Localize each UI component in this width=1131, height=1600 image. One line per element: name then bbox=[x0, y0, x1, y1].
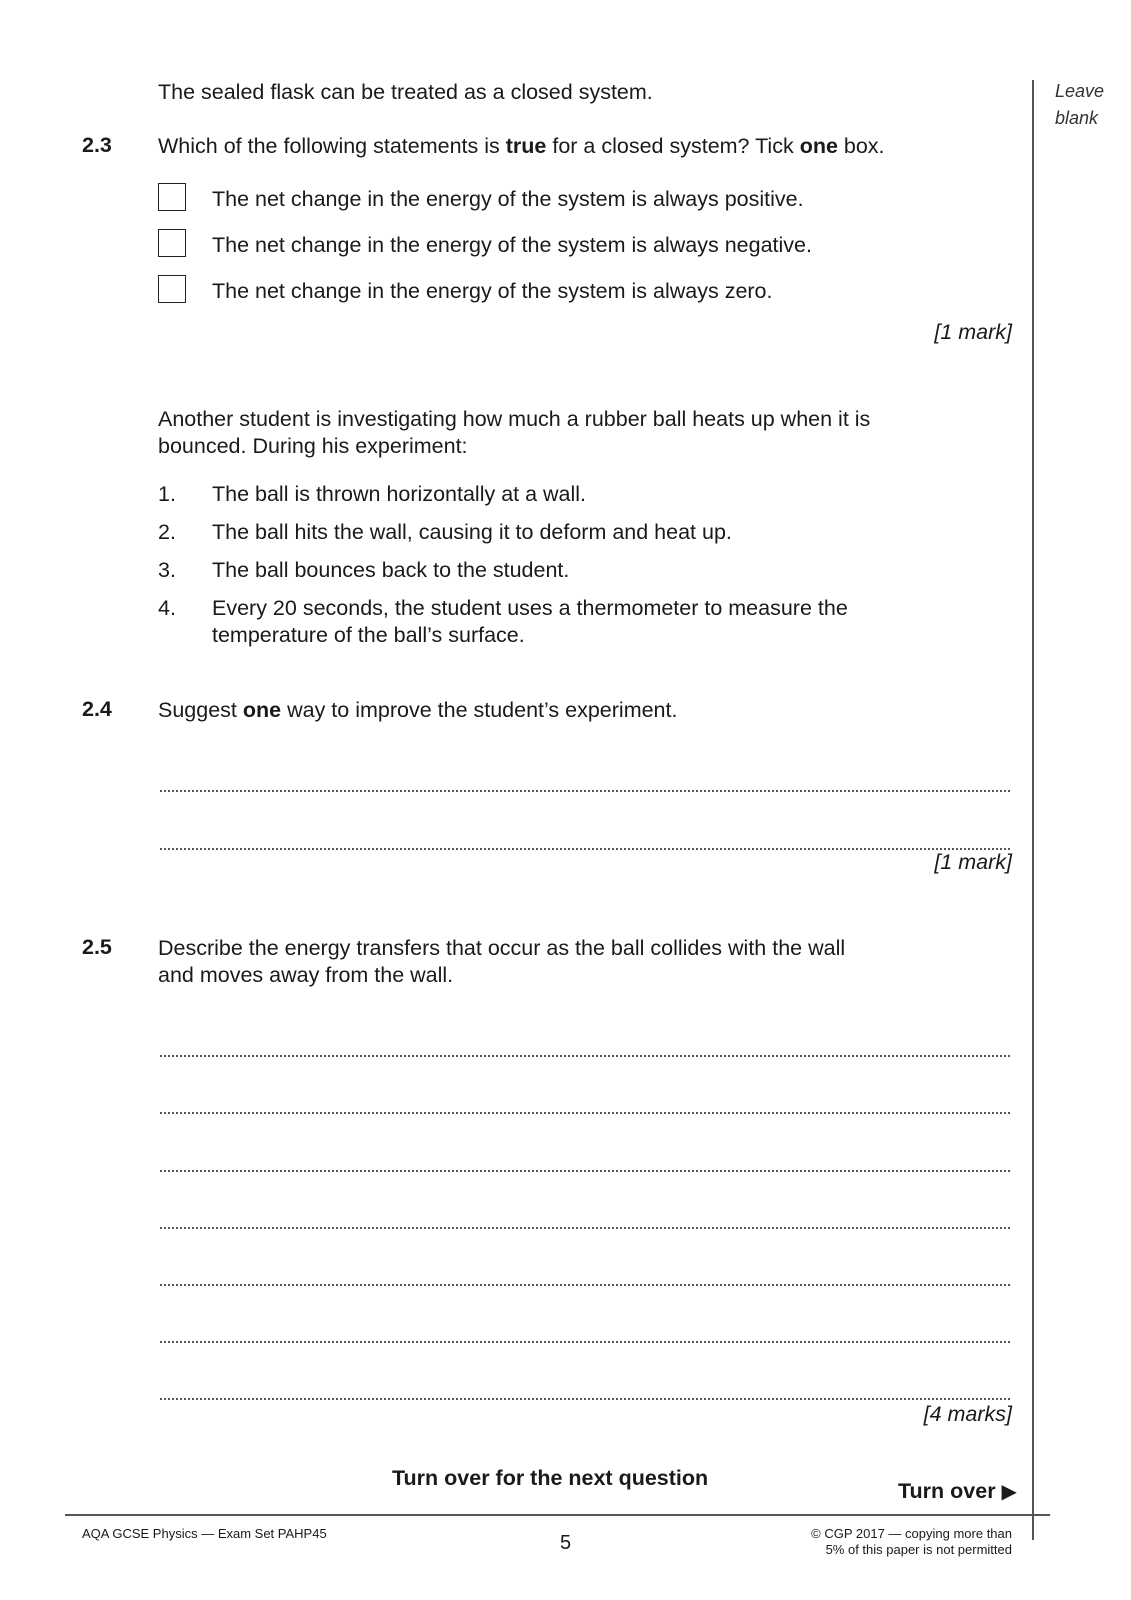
marks-2-4: [1 mark] bbox=[934, 850, 1012, 874]
step-text: Every 20 seconds, the student uses a thermometer to measure the temperature of the ball’s surface. bbox=[212, 596, 848, 647]
answer-line[interactable] bbox=[160, 1227, 1010, 1229]
experiment-intro: Another student is investigating how much a rubber ball heats up when it is bounced. During his experiment: bbox=[158, 407, 871, 458]
turn-over-next-question: Turn over for the next question bbox=[392, 1466, 709, 1490]
intro-text: The sealed flask can be treated as a closed system. bbox=[158, 80, 653, 104]
tick-box-option-1[interactable] bbox=[158, 183, 186, 211]
answer-line[interactable] bbox=[160, 1170, 1010, 1172]
step-number: 2. bbox=[158, 520, 176, 544]
marks-2-3: [1 mark] bbox=[934, 320, 1012, 344]
page-number: 5 bbox=[560, 1532, 572, 1554]
question-number-2-3: 2.3 bbox=[82, 133, 112, 157]
answer-line[interactable] bbox=[160, 1055, 1010, 1057]
step-text: The ball is thrown horizontally at a wall. bbox=[212, 482, 587, 506]
answer-line[interactable] bbox=[160, 1284, 1010, 1286]
step-text: The ball bounces back to the student. bbox=[212, 558, 570, 582]
step-text: The ball hits the wall, causing it to deform and heat up. bbox=[212, 520, 732, 544]
tick-box-option-3[interactable] bbox=[158, 275, 186, 303]
step-number: 4. bbox=[158, 596, 176, 620]
marks-2-5: [4 marks] bbox=[923, 1402, 1012, 1426]
step-number: 1. bbox=[158, 482, 176, 506]
footer-copyright: © CGP 2017 — copying more than 5% of this paper is not permitted bbox=[811, 1526, 1012, 1557]
answer-line[interactable] bbox=[160, 1112, 1010, 1114]
answer-line[interactable] bbox=[160, 790, 1010, 792]
option-1-text: The net change in the energy of the system is always positive. bbox=[212, 187, 804, 211]
answer-line[interactable] bbox=[160, 1398, 1010, 1400]
leave-blank-note: Leave blank bbox=[1055, 81, 1105, 128]
answer-line[interactable] bbox=[160, 1341, 1010, 1343]
option-2-text: The net change in the energy of the system is always negative. bbox=[212, 233, 812, 257]
arrow-right-icon: ▶ bbox=[1001, 1481, 1017, 1503]
turn-over: Turn over ▶ bbox=[898, 1479, 1017, 1503]
question-number-2-5: 2.5 bbox=[82, 935, 112, 959]
footer-exam-set: AQA GCSE Physics — Exam Set PAHP45 bbox=[82, 1526, 327, 1541]
question-2-5-text: Describe the energy transfers that occur as the ball collides with the wall and moves away from the wall. bbox=[158, 936, 846, 987]
tick-box-option-2[interactable] bbox=[158, 229, 186, 257]
question-2-4-text: Suggest one way to improve the student’s experiment. bbox=[158, 698, 678, 722]
question-2-3-text: Which of the following statements is true for a closed system? Tick one box. bbox=[158, 134, 885, 158]
question-number-2-4: 2.4 bbox=[82, 697, 112, 721]
margin-rule bbox=[1032, 80, 1034, 1540]
option-3-text: The net change in the energy of the system is always zero. bbox=[212, 279, 773, 303]
step-number: 3. bbox=[158, 558, 176, 582]
footer-rule bbox=[65, 1514, 1050, 1516]
